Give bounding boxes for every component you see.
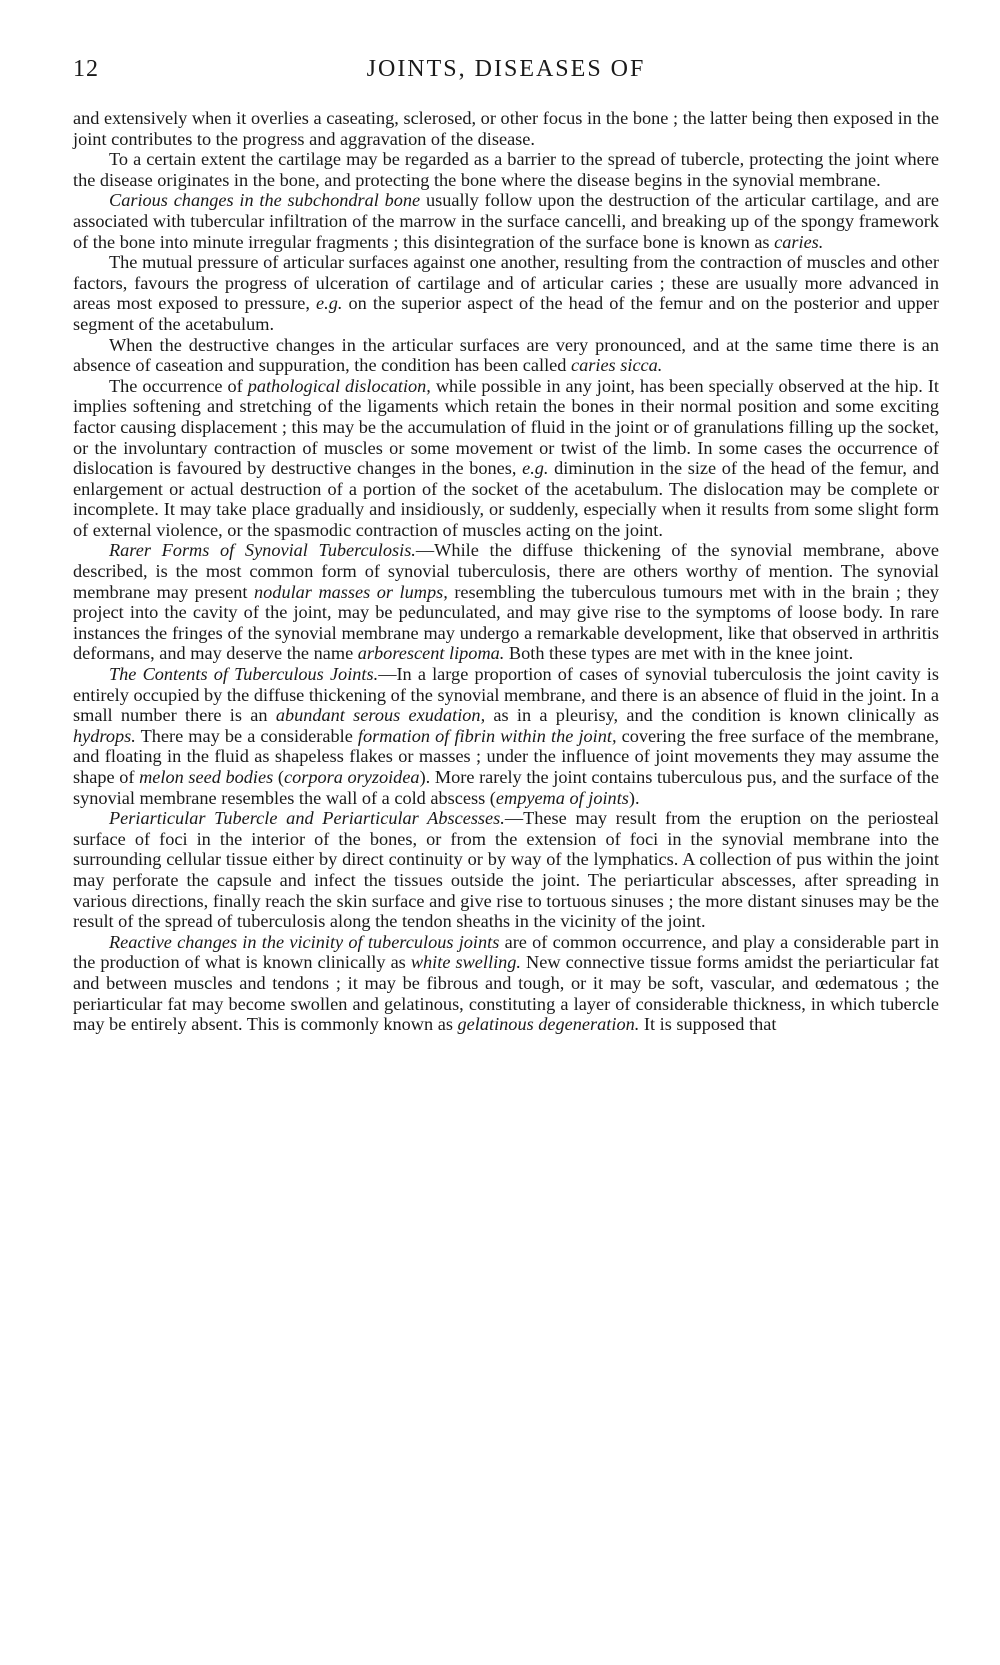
- body-text: [73, 108, 939, 1035]
- text-run: usually follow upon the destruction of the articular cartilage, and are associated with tubercular infiltration of the marrow in the surface cancelli, and breaking up of the spongy framework of the bone into minute irregular fragments ; this disintegration of the surface bone is known as: [73, 190, 939, 252]
- text-run: covering the free surface of the membrane, and floating in the fluid as shapeless flakes or masses ; under the influence of joint movements they may assume the shape of: [73, 725, 939, 787]
- paragraph: [73, 335, 939, 376]
- paragraph: [73, 149, 939, 190]
- italic-text: corpora oryzoidea: [283, 767, 420, 787]
- italic-text: formation of fibrin within the joint,: [357, 725, 617, 746]
- paragraph: [73, 932, 939, 1035]
- paragraph: [73, 376, 939, 541]
- italic-text: nodular masses or lumps,: [254, 581, 448, 602]
- text-run: It is supposed that: [639, 1014, 777, 1035]
- italic-text: hydrops.: [73, 725, 136, 746]
- italic-text: e.g.: [522, 458, 549, 479]
- italic-text: Periarticular Tubercle and Periarticular Abscesses.: [109, 808, 505, 829]
- paragraph: [73, 540, 939, 664]
- text-run: New connective tissue forms amidst the periarticular fat and between muscles and tendons ; it may be fibrous and tough, or it may be soft, vascular, and œdematous ; the periarticular fat may become swollen and gelatinous, constituting a layer of considerable thickness, in which tubercle may be entirely absent. This is commonly known as: [73, 952, 940, 1035]
- page: [73, 50, 939, 1035]
- text-run: The mutual pressure of articular surfaces against one another, resulting from the contraction of muscles and other factors, favours the progress of ulceration of cartilage and of articular caries ; these are usually more advanced in areas most exposed to pressure,: [73, 252, 939, 314]
- italic-text: melon seed bodies: [139, 767, 274, 787]
- italic-text: Rarer Forms of Synovial Tuberculosis.: [109, 540, 416, 561]
- italic-text: e.g.: [316, 293, 343, 314]
- text-run: To a certain extent the cartilage may be regarded as a barrier to the spread of tubercle, protecting the joint where the disease originates in the bone, and protecting the bone where the disease begins in the synovial membrane.: [73, 149, 939, 190]
- italic-text: Carious changes in the subchondral bone: [109, 190, 421, 211]
- text-run: ).: [628, 787, 640, 808]
- italic-text: The Contents of Tuberculous Joints.: [109, 664, 379, 685]
- text-run: while possible in any joint, has been specially observed at the hip. It implies softening and stretching of the ligaments which retain the bones in their normal position and some exciting factor causing displacement ; this may be the accumulation of fluid in the joint or of granulations filling up the socket, or the involuntary contraction of muscles or some movement or twist of the limb. In some cases the occurrence of dislocation is favoured by destructive changes in the bones,: [73, 375, 939, 479]
- text-run: resembling the tuberculous tumours met with in the brain ; they project into the cavity of the joint, may be pedunculated, and may give rise to the symptoms of loose body. In rare instances the fringes of the synovial membrane may undergo a remarkable development, like that observed in arthritis deformans, and may deserve the name: [73, 581, 939, 664]
- italic-text: caries sicca.: [571, 355, 663, 376]
- running-head: [73, 50, 939, 90]
- text-run: as in a pleurisy, and the condition is known clinically as: [485, 705, 939, 726]
- page-number: 12: [73, 56, 99, 82]
- italic-text: pathological dislocation,: [247, 375, 431, 396]
- italic-text: white swelling.: [410, 952, 522, 973]
- text-run: The occurrence of: [109, 375, 248, 396]
- text-run: There may be a considerable: [135, 725, 358, 746]
- text-run: (: [273, 767, 284, 787]
- text-run: on the superior aspect of the head of the femur and on the posterior and upper segment of the acetabulum.: [73, 293, 940, 334]
- paragraph: [73, 252, 939, 334]
- text-run: —These may result from the eruption on the periosteal surface of foci in the interior of the bones, or from the extension of foci in the synovial membrane into the surrounding cellular tissue either by direct continuity or by way of the lymphatics. A collection of pus within the joint may perforate the capsule and infect the tissues outside the joint. The periarticular abscesses, after spreading in various directions, finally reach the skin surface and give rise to tortuous sinuses ; the more distant sinuses may be the result of the spread of tuberculosis along the tendon sheaths in the vicinity of the joint.: [73, 808, 939, 932]
- paragraph: [73, 190, 939, 252]
- text-run: are of common occurrence, and play a considerable part in the production of what is known clinically as: [73, 931, 939, 973]
- text-run: —In a large proportion of cases of synovial tuberculosis the joint cavity is entirely occupied by the diffuse thickening of the synovial membrane, and there is an absence of fluid in the joint. In a small number there is an: [73, 664, 939, 726]
- paragraph: [73, 108, 939, 149]
- italic-text: arborescent lipoma.: [357, 643, 505, 664]
- text-run: ). More rarely the joint contains tuberculous pus, and the surface of the synovial membrane resembles the wall of a cold abscess (: [73, 767, 939, 808]
- text-run: diminution in the size of the head of the femur, and enlargement or actual destruction of a portion of the socket of the acetabulum. The dislocation may be complete or incomplete. It may take place gradually and insidiously, or suddenly, especially when it results from some slight form of external violence, or the spasmodic contraction of muscles acting on the joint.: [73, 458, 939, 540]
- text-run: and extensively when it overlies a caseating, sclerosed, or other focus in the bone ; the latter being then exposed in the joint contributes to the progress and aggravation of the disease.: [73, 108, 939, 149]
- italic-text: abundant serous exudation,: [275, 705, 486, 726]
- text-run: When the destructive changes in the articular surfaces are very pronounced, and at the same time there is an absence of caseation and suppuration, the condition has been called: [73, 334, 939, 376]
- italic-text: empyema of joints: [495, 787, 629, 808]
- running-title: JOINTS, DISEASES OF: [366, 56, 646, 82]
- paragraph: [73, 808, 939, 932]
- italic-text: caries.: [774, 231, 824, 252]
- italic-text: gelatinous degeneration.: [457, 1014, 640, 1035]
- text-run: —While the diffuse thickening of the synovial membrane, above described, is the most common form of synovial tuberculosis, there are others worthy of mention. The synovial membrane may present: [73, 540, 939, 602]
- italic-text: Reactive changes in the vicinity of tuberculous joints: [109, 931, 500, 952]
- text-run: Both these types are met with in the knee joint.: [504, 643, 854, 664]
- paragraph: [73, 664, 939, 808]
